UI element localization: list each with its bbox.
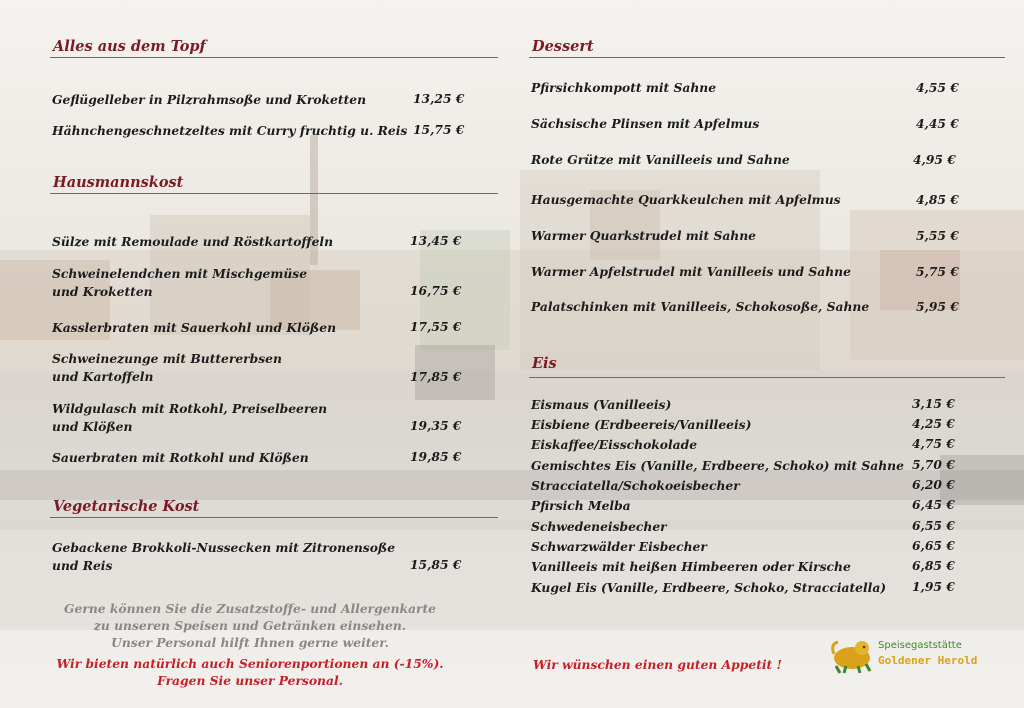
menu-item-price: 6,65 €: [912, 538, 955, 553]
menu-item-name: Geflügelleber in Pilzrahmsoße und Kroketten: [52, 92, 367, 107]
menu-item-name: Sülze mit Remoulade und Röstkartoffeln: [52, 234, 334, 249]
menu-item-line: Wildgulasch mit Rotkohl, Preiselbeeren: [52, 401, 328, 416]
menu-item-price: 4,75 €: [912, 436, 955, 451]
menu-item-line: Gebackene Brokkoli-Nussecken mit Zitronensoße: [52, 540, 396, 555]
menu-item-price: 6,20 €: [912, 477, 955, 492]
menu-item-line: Schweinelendchen mit Mischgemüse: [52, 266, 308, 281]
menu-item-name: Pfirsich Melba: [531, 498, 631, 513]
menu-item-name: [52, 350, 282, 385]
section-divider: [529, 57, 1005, 58]
herold-lion-icon: [830, 636, 874, 674]
greeting: Wir wünschen einen guten Appetit !: [533, 657, 782, 672]
section-divider: [50, 57, 498, 58]
menu-item-line: und Reis: [52, 557, 113, 573]
note-line: Unser Personal hilft Ihnen gerne weiter.: [111, 635, 389, 650]
note-line: Fragen Sie unser Personal.: [157, 673, 343, 688]
menu-item-price: 19,35 €: [410, 418, 462, 433]
menu-item-name: Sauerbraten mit Rotkohl und Klößen: [52, 450, 309, 465]
menu-item-name: Gemischtes Eis (Vanille, Erdbeere, Schoko) mit Sahne: [531, 458, 904, 473]
menu-item-name: Eisbiene (Erdbeereis/Vanilleeis): [531, 417, 752, 432]
menu-item-name: [52, 539, 395, 574]
menu-item-name: [52, 265, 307, 300]
menu-item-name: Vanilleeis mit heißen Himbeeren oder Kirsche: [531, 559, 851, 574]
menu-item-price: 16,75 €: [410, 283, 462, 298]
menu-item-price: 3,15 €: [912, 396, 955, 411]
menu-item-price: 4,55 €: [916, 80, 959, 95]
section-title-topf: Alles aus dem Topf: [53, 38, 206, 55]
menu-item-line: Schweinezunge mit Buttererbsen: [52, 351, 282, 366]
menu-item-name: Hähnchengeschnetzeltes mit Curry fruchtig u. Reis: [52, 123, 408, 138]
menu-item-name: Kasslerbraten mit Sauerkohl und Klößen: [52, 320, 337, 335]
menu-item-price: 4,25 €: [912, 416, 955, 431]
menu-item-name: Schwedeneisbecher: [531, 519, 667, 534]
restaurant-logo: [830, 636, 990, 676]
menu-item-name: Stracciatella/Schokoeisbecher: [531, 478, 740, 493]
menu-item-price: 4,85 €: [916, 192, 959, 207]
allergen-note: [30, 600, 470, 651]
section-title-eis: Eis: [532, 355, 557, 372]
logo-line1: Speisegaststätte: [878, 640, 962, 651]
menu-item-name: Warmer Quarkstrudel mit Sahne: [531, 228, 756, 243]
menu-item-line: und Kroketten: [52, 283, 153, 299]
menu-item-price: 15,75 €: [413, 122, 465, 137]
menu-item-name: Hausgemachte Quarkkeulchen mit Apfelmus: [531, 192, 841, 207]
menu-item-price: 17,85 €: [410, 369, 462, 384]
menu-item-name: Eismaus (Vanilleeis): [531, 397, 672, 412]
menu-item-price: 6,85 €: [912, 558, 955, 573]
section-divider: [50, 517, 498, 518]
menu-item-name: Pfirsichkompott mit Sahne: [531, 80, 717, 95]
menu-item-name: Rote Grütze mit Vanilleeis und Sahne: [531, 152, 790, 167]
menu-item-name: Palatschinken mit Vanilleeis, Schokosoße, Sahne: [531, 299, 870, 314]
section-divider: [529, 377, 1005, 378]
menu-item-price: 13,45 €: [410, 233, 462, 248]
menu-item-price: 5,55 €: [916, 228, 959, 243]
menu-item-name: Kugel Eis (Vanille, Erdbeere, Schoko, Stracciatella): [531, 580, 887, 595]
section-title-hausmannskost: Hausmannskost: [53, 174, 184, 191]
note-line: zu unseren Speisen und Getränken einsehen.: [93, 618, 407, 633]
menu-item-price: 5,70 €: [912, 457, 955, 472]
logo-line2: Goldener Herold: [878, 654, 978, 667]
menu-item-price: 5,75 €: [916, 264, 959, 279]
menu-item-price: 13,25 €: [413, 91, 465, 106]
menu-item-price: 4,95 €: [913, 152, 956, 167]
menu-item-name: [52, 400, 327, 435]
menu-item-price: 15,85 €: [410, 557, 462, 572]
menu-item-line: und Kartoffeln: [52, 368, 154, 384]
note-line: Gerne können Sie die Zusatzstoffe- und Allergenkarte: [64, 601, 436, 616]
menu-item-name: Sächsische Plinsen mit Apfelmus: [531, 116, 760, 131]
senior-portion-note: [30, 655, 470, 689]
section-divider: [50, 193, 498, 194]
menu-item-line: und Klößen: [52, 418, 133, 434]
menu-item-price: 17,55 €: [410, 319, 462, 334]
menu-item-price: 6,55 €: [912, 518, 955, 533]
menu-item-price: 4,45 €: [916, 116, 959, 131]
menu-item-name: Schwarzwälder Eisbecher: [531, 539, 707, 554]
menu-item-name: Warmer Apfelstrudel mit Vanilleeis und Sahne: [531, 264, 851, 279]
note-line: Wir bieten natürlich auch Seniorenportionen an (-15%).: [56, 656, 444, 671]
menu-item-price: 19,85 €: [410, 449, 462, 464]
menu-item-price: 1,95 €: [912, 579, 955, 594]
menu-item-name: Eiskaffee/Eisschokolade: [531, 437, 698, 452]
section-title-dessert: Dessert: [532, 38, 594, 55]
section-title-vegetarisch: Vegetarische Kost: [53, 498, 200, 515]
menu-item-price: 6,45 €: [912, 497, 955, 512]
menu-item-price: 5,95 €: [916, 299, 959, 314]
